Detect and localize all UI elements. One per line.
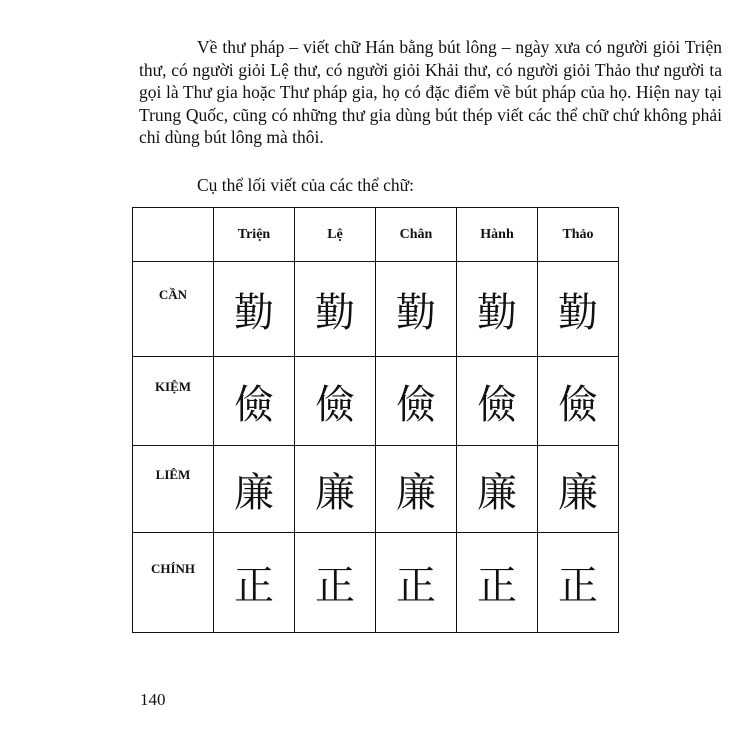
character-cell: 儉 [558, 381, 598, 427]
character-cell: 儉 [234, 381, 274, 427]
column-header: Lệ [295, 208, 376, 262]
character-cell: 正 [315, 563, 355, 608]
character-cell: 正 [558, 563, 598, 608]
table-row [133, 533, 619, 633]
row-label: LIÊM [155, 467, 191, 482]
character-cell: 勤 [396, 289, 436, 335]
intro-paragraph: Về thư pháp – viết chữ Hán bằng bút lông – ngày xưa có người giỏi Triện thư, có người giỏi Lệ thư, có người giỏi Khải thư, có người giỏi Thảo thư người ta gọi là Thư gia hoặc Thư pháp gia, họ có đặc điểm về bút pháp của họ. Hiện nay tại Trung Quốc, cũng có những thư gia dùng bút thép viết các thể chữ chứ không phải chỉ dùng bút lông mà thôi. [139, 37, 722, 147]
column-header: Hành [457, 208, 538, 262]
character-cell: 勤 [234, 289, 274, 335]
character-cell: 勤 [315, 289, 355, 335]
character-cell: 正 [396, 563, 436, 608]
character-cell: 正 [234, 563, 274, 608]
table-intro: Cụ thể lối viết của các thể chữ: [197, 175, 414, 195]
corner-cell [133, 208, 214, 262]
table-row [133, 262, 619, 357]
calligraphy-styles-table [132, 207, 619, 633]
column-header: Thảo [538, 208, 619, 262]
character-cell: 勤 [477, 289, 517, 335]
character-cell: 廉 [558, 469, 598, 515]
row-label: KIỆM [154, 379, 192, 394]
page-number: 140 [140, 690, 166, 709]
row-label: CHÍNH [150, 560, 196, 576]
character-cell: 廉 [477, 469, 517, 515]
character-cell: 正 [477, 563, 517, 608]
character-cell: 勤 [558, 289, 598, 335]
column-header: Triện [214, 208, 295, 262]
character-cell: 廉 [234, 469, 274, 515]
table-row [133, 357, 619, 446]
character-cell: 儉 [477, 381, 517, 427]
character-cell: 儉 [396, 381, 436, 427]
row-label: CẦN [158, 287, 188, 302]
character-cell: 廉 [396, 469, 436, 515]
character-cell: 儉 [315, 381, 355, 427]
column-header: Chân [376, 208, 457, 262]
header-row [133, 208, 619, 262]
character-cell: 廉 [315, 469, 355, 515]
table-row [133, 446, 619, 533]
